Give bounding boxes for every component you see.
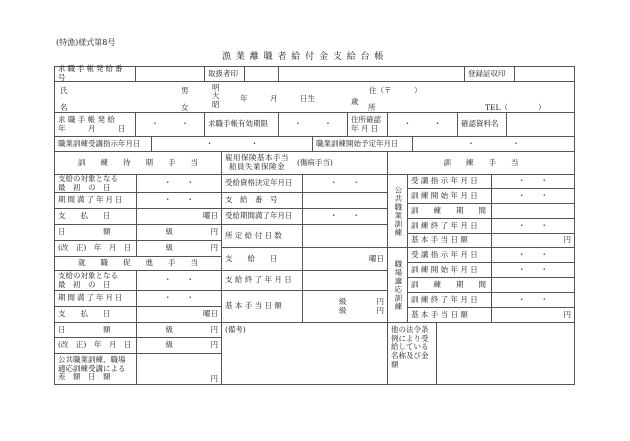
label-address-bottom: 所	[368, 103, 376, 112]
field-daily-amount[interactable]: 級 円	[136, 224, 222, 241]
header-unemployment-benefit	[221, 151, 388, 175]
label-handler-seal: 取扱者印	[204, 66, 245, 82]
page-title: 漁 業 離 職 者 給 付 金 支 給 台 帳	[222, 52, 385, 62]
label-revised-date-2: (改 正) 年 月 日	[54, 337, 137, 354]
field-issue-date[interactable]: ・ ・	[135, 112, 205, 137]
row1-spacer	[278, 66, 465, 82]
label-start-date: 職業訓練開始予定年月日	[312, 136, 413, 152]
field-period-end[interactable]: ・ ・	[302, 208, 388, 225]
label-payday-2: 支 払 日	[54, 306, 137, 323]
field-end-date-2[interactable]: ・ ・	[491, 292, 575, 308]
field-check-doc[interactable]	[506, 112, 575, 137]
label-public-vocational-training: 公共職業訓練	[387, 174, 408, 248]
label-period-1: 訓 練 期 間	[407, 203, 492, 219]
label-benefit-days: 所 定 給 付 日 数	[221, 224, 303, 248]
field-daily-amount-2[interactable]: 級 円	[136, 322, 222, 338]
label-period-2: 訓 練 期 間	[407, 277, 492, 293]
field-end-date[interactable]	[302, 270, 388, 291]
field-benefit-days[interactable]	[302, 224, 388, 248]
field-expiry[interactable]: ・ ・	[136, 192, 222, 209]
field-basic-daily-1[interactable]: 円	[491, 233, 575, 248]
label-validity: 求職手帳有効期限	[204, 112, 279, 137]
label-end-date: 支 給 終 了 年 月 日	[221, 270, 303, 291]
field-difference-daily[interactable]: 円	[136, 353, 222, 385]
field-other-law-benefits[interactable]	[436, 322, 575, 385]
field-remarks[interactable]: (備考)	[221, 322, 388, 385]
header-training-wait-allowance: 訓 練 待 期 手 当	[54, 151, 222, 175]
label-qualification-date: 受給資格決定年月日	[221, 174, 303, 193]
header-sickness-note: (傷病手当)	[297, 157, 333, 167]
label-tel: TEL（ ）	[485, 103, 546, 112]
label-age: 歳	[351, 97, 359, 106]
label-instruction-date: 職業訓練受講指示年月日	[54, 136, 152, 152]
label-male: 男	[181, 86, 189, 95]
field-start-date[interactable]: ・ ・	[412, 136, 575, 152]
field-qualification-date[interactable]: ・ ・	[302, 174, 388, 193]
label-pay-day: 支 給 日	[221, 247, 303, 271]
field-revised-amount-2[interactable]: 級 円	[136, 337, 222, 354]
label-start-date-1: 訓 練 開 始 年 月 日	[407, 188, 492, 204]
label-handbook-no: 求職手帳発給番号	[54, 66, 136, 82]
label-check-doc: 確認資料名	[457, 112, 507, 137]
field-payday[interactable]: 曜日	[136, 208, 222, 225]
field-end-date-1[interactable]: ・ ・	[491, 218, 575, 234]
field-start-date-1[interactable]: ・ ・	[491, 188, 575, 204]
label-basic-daily-2: 基 本 手 当 日 額	[407, 307, 492, 323]
label-other-law-benefits: 他の法令条 例により受 給している 名称及び金 額	[387, 322, 437, 385]
field-handbook-no[interactable]	[135, 66, 205, 82]
field-payment-no[interactable]	[302, 192, 388, 209]
label-period-end: 受給期間満了年月日	[221, 208, 303, 225]
field-start-date-2[interactable]: ・ ・	[491, 262, 575, 278]
label-name-bottom: 名	[60, 103, 68, 112]
field-instruction-date[interactable]: ・ ・	[151, 136, 313, 152]
label-payday: 支 払 日	[54, 208, 137, 225]
label-basic-daily: 基 本 手 当 日 額	[221, 290, 303, 323]
label-birth-date: 年 月 日生	[240, 94, 315, 103]
label-end-date-2: 訓 練 終 了 年 月 日	[407, 292, 492, 308]
label-address-check-date: 住所確認 年 月 日	[347, 112, 388, 137]
label-workplace-adaptation-training: 職場適応訓練	[387, 247, 408, 323]
field-instruction-date-2[interactable]: ・ ・	[491, 247, 575, 263]
field-first-day[interactable]: ・ ・	[136, 174, 222, 193]
label-first-day-2: 支給の対象となる 最 初 の 日	[54, 270, 137, 291]
label-revised-date: (改 正) 年 月 日	[54, 240, 137, 257]
field-payday-2[interactable]: 曜日	[136, 306, 222, 323]
header-employment-promotion-allowance: 就 職 促 進 手 当	[54, 256, 222, 271]
label-basic-daily-1: 基 本 手 当 日 額	[407, 233, 492, 248]
label-address-top: 住（〒 ）	[369, 86, 422, 95]
label-issue-date: 求 職 手 帳 発 給 年 月 日	[54, 112, 136, 137]
field-address-check-date[interactable]: ・ ・	[387, 112, 458, 137]
field-basic-daily[interactable]: 級 円 級 円	[302, 290, 388, 323]
label-instruction-date-2: 受 講 指 示 年 月 日	[407, 247, 492, 263]
field-handler-seal[interactable]	[244, 66, 279, 82]
field-pay-day[interactable]: 曜日	[302, 247, 388, 271]
field-period-1[interactable]	[491, 203, 575, 219]
field-instruction-date-1[interactable]: ・ ・	[491, 174, 575, 189]
label-daily-amount: 日 額	[54, 224, 137, 241]
label-instruction-date-1: 受 講 指 示 年 月 日	[407, 174, 492, 189]
field-revised-amount[interactable]: 級 円	[136, 240, 222, 257]
label-first-day: 支給の対象となる 最 初 の 日	[54, 174, 137, 193]
label-registration-seal: 登録証収印	[464, 66, 515, 82]
label-start-date-2: 訓 練 開 始 年 月 日	[407, 262, 492, 278]
field-expiry-2[interactable]: ・ ・	[136, 290, 222, 307]
label-difference-daily: 公共職業訓練、職場 適応訓練受講による 差 額 日 額	[54, 353, 137, 385]
header-unemployment-benefit-title: 雇用保険基本手当 船員失業保険金	[225, 153, 289, 171]
field-period-2[interactable]	[491, 277, 575, 293]
field-first-day-2[interactable]: ・ ・	[136, 270, 222, 291]
form-id: (特漁)様式第8号	[56, 38, 116, 47]
label-name-top: 氏	[60, 86, 68, 95]
label-era: 明 大 昭	[212, 83, 220, 109]
label-payment-no: 支 給 番 号	[221, 192, 303, 209]
field-validity[interactable]: ・ ・	[278, 112, 348, 137]
label-daily-amount-2: 日 額	[54, 322, 137, 338]
field-registration-seal[interactable]	[514, 66, 575, 82]
label-female: 女	[181, 103, 189, 112]
label-expiry: 期間満了年月日	[54, 192, 137, 209]
header-training-allowance: 訓 練 手 当	[387, 151, 575, 175]
label-expiry-2: 期間満了年月日	[54, 290, 137, 307]
field-basic-daily-2[interactable]: 円	[491, 307, 575, 323]
label-end-date-1: 訓 練 終 了 年 月 日	[407, 218, 492, 234]
